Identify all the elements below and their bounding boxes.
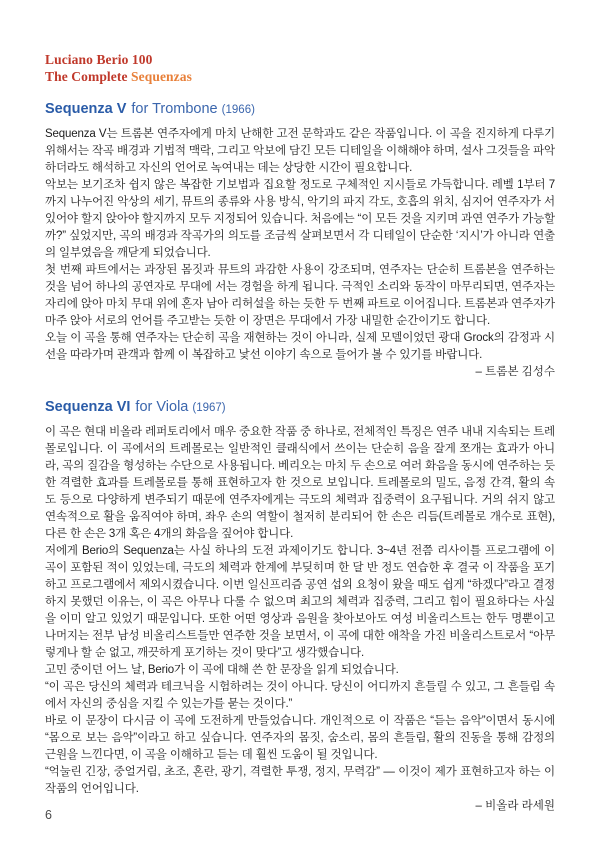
series-subtitle-orange: Sequenzas [131, 68, 192, 84]
paragraph: 고민 중이던 어느 날, Berio가 이 곡에 대해 쓴 한 문장을 읽게 되었습니다. [45, 664, 399, 676]
paragraph: 악보는 보기조차 쉽지 않은 복잡한 기보법과 집요할 정도로 구체적인 지시들로 가득합니다. 레벨 1부터 7까지 나누어진 악상의 세기, 뮤트의 종류와 사용 방식, 악기의 파지 각도, 호흡의 위치, 심지어 연주자가 서 있어야 할지 앉아야 할지까지 모두 지정되어 있습니다. 처음에는 “이 모든 것을 지키며 과연 연주가 가능할까?” 싶었지만, 곡의 배경과 작곡가의 의도를 조금씩 살펴보면서 각 디테일이 단순한 ‘지시’가 아니라 연출의 일부였음을 깨닫게 되었습니다. [45, 179, 555, 259]
series-subtitle-red: The Complete [45, 68, 128, 84]
page-number: 6 [45, 808, 52, 822]
paragraph: “이 곡은 당신의 체력과 테크닉을 시험하려는 것이 아니다. 당신이 어디까지 흔들릴 수 있고, 그 흔들림 속에서 자신의 중심을 지킬 수 있는가를 묻는 것이다.” [45, 681, 555, 710]
paragraph: 저에게 Berio의 Sequenza는 사실 하나의 도전 과제이기도 합니다. 3~4년 전쯤 리사이틀 프로그램에 이 곡이 포함된 적이 있었는데, 극도의 체력과 한계에 부딪히며 한 달 반 정도 연습한 후 결국 이 작품을 포기하고 프로그램에서 제외시켰습니다. 이번 일신프리즘 공연 섭외 요청이 왔을 때도 쉽게 “하겠다”라고 결정하지 못했던 이유는, 이 곡은 아무나 다룰 수 없으며 최고의 체력과 집중력, 그리고 힘이 필요하다는 사실을 이미 알고 있었기 때문입니다. 또한 어떤 영상과 음원을 찾아보아도 여성 비올리스트는 한두 명뿐이고 나머지는 전부 남성 비올리스트들만 연주한 것을 보면서, 이 곡에 대한 애착을 가진 비올리스트로서 “아무렇게나 할 순 없고, 깨끗하게 포기하는 것이 맞다”고 생각했습니다. [45, 545, 555, 659]
section-sequenza-v [45, 100, 555, 381]
attribution-trombone: – 트롬본 김성수 [475, 366, 555, 378]
attribution-viola: – 비올라 라세원 [475, 800, 555, 812]
paragraph: 이 곡은 현대 비올라 레퍼토리에서 매우 중요한 작품 중 하나로, 전체적인 특징은 연주 내내 지속되는 트레몰로입니다. 이 곡에서의 트레몰로는 일반적인 클래식에서 쓰이는 단순히 음을 잘게 쪼개는 효과가 아니라, 곡의 질감을 형성하는 수단으로 사용됩니다. 베리오는 마치 두 손으로 여러 화음을 동시에 연주하는 듯한 격렬한 효과를 트레몰로를 통해 표현하고자 한 것으로 보입니다. 트레몰로의 밀도, 음정 간격, 활의 속도 등으로 다양하게 변주되기 때문에 연주자에게는 극도의 체력과 집중력이 요구됩니다. 거의 쉬지 않고 연속적으로 활을 움직여야 하며, 좌우 손의 역할이 철저히 분리되어 한 손은 리듬(트레몰로 개수로 표현), 다른 한 손은 3개 혹은 4개의 화음을 짚어야 합니다. [45, 426, 555, 540]
paragraph: 오늘 이 곡을 통해 연주자는 단순히 곡을 재현하는 것이 아니라, 실제 모델이었던 광대 Grock의 감정과 시선을 따라가며 관객과 함께 이 복잡하고 낯선 이야기 속으로 들어가 볼 수 있기를 바랍니다. [45, 332, 555, 361]
series-subtitle [45, 69, 555, 86]
paragraph: 바로 이 문장이 다시금 이 곡에 도전하게 만들었습니다. 개인적으로 이 작품은 “듣는 음악”이면서 동시에 “몸으로 보는 음악”이라고 하고 싶습니다. 연주자의 몸짓, 숨소리, 몸의 흔들림, 활의 진동을 통해 감정의 근원을 느낀다면, 이 곡을 이해하고 듣는 데 훨씬 도움이 될 것입니다. [45, 715, 555, 761]
piece-name: Sequenza VI [45, 399, 131, 415]
piece-instrument: for Trombone [131, 101, 218, 117]
booklet-header [45, 52, 555, 85]
piece-year: (1967) [192, 402, 226, 414]
piece-name: Sequenza V [45, 101, 127, 117]
piece-year: (1966) [221, 104, 255, 116]
piece-heading-sequenza-vi [45, 398, 555, 417]
piece-instrument: for Viola [135, 399, 189, 415]
piece-heading-sequenza-v [45, 100, 555, 119]
section-sequenza-vi [45, 398, 555, 815]
paragraph: “억눌린 긴장, 중얼거림, 초조, 혼란, 광기, 격렬한 투쟁, 정지, 무력감” — 이것이 제가 표현하고자 하는 이 작품의 언어입니다. [45, 766, 555, 795]
series-title: Luciano Berio 100 [45, 52, 153, 67]
paragraph: 첫 번째 파트에서는 과장된 몸짓과 뮤트의 과감한 사용이 강조되며, 연주자는 단순히 트롬본을 연주하는 것을 넘어 하나의 공연자로 무대에 서는 경험을 하게 됩니다. 극적인 소리와 동작이 마무리되면, 연주자는 자리에 앉아 마치 무대 위에 혼자 남아 리허설을 하는 듯한 두 번째 파트로 이어집니다. 트롬본과 연주자가 마주 앉아 서로의 언어를 주고받는 듯한 이 장면은 무대에서 가장 내밀한 순간이기도 합니다. [45, 264, 555, 327]
paragraph: Sequenza V는 트롬본 연주자에게 마치 난해한 고전 문학과도 같은 작품입니다. 이 곡을 진지하게 다루기 위해서는 작곡 배경과 기법적 맥락, 그리고 악보에 담긴 모든 디테일을 이해해야 하며, 설사 그것들을 파악하더라도 해석하고 자신의 언어로 녹여내는 데는 상당한 시간이 필요합니다. [45, 128, 555, 174]
